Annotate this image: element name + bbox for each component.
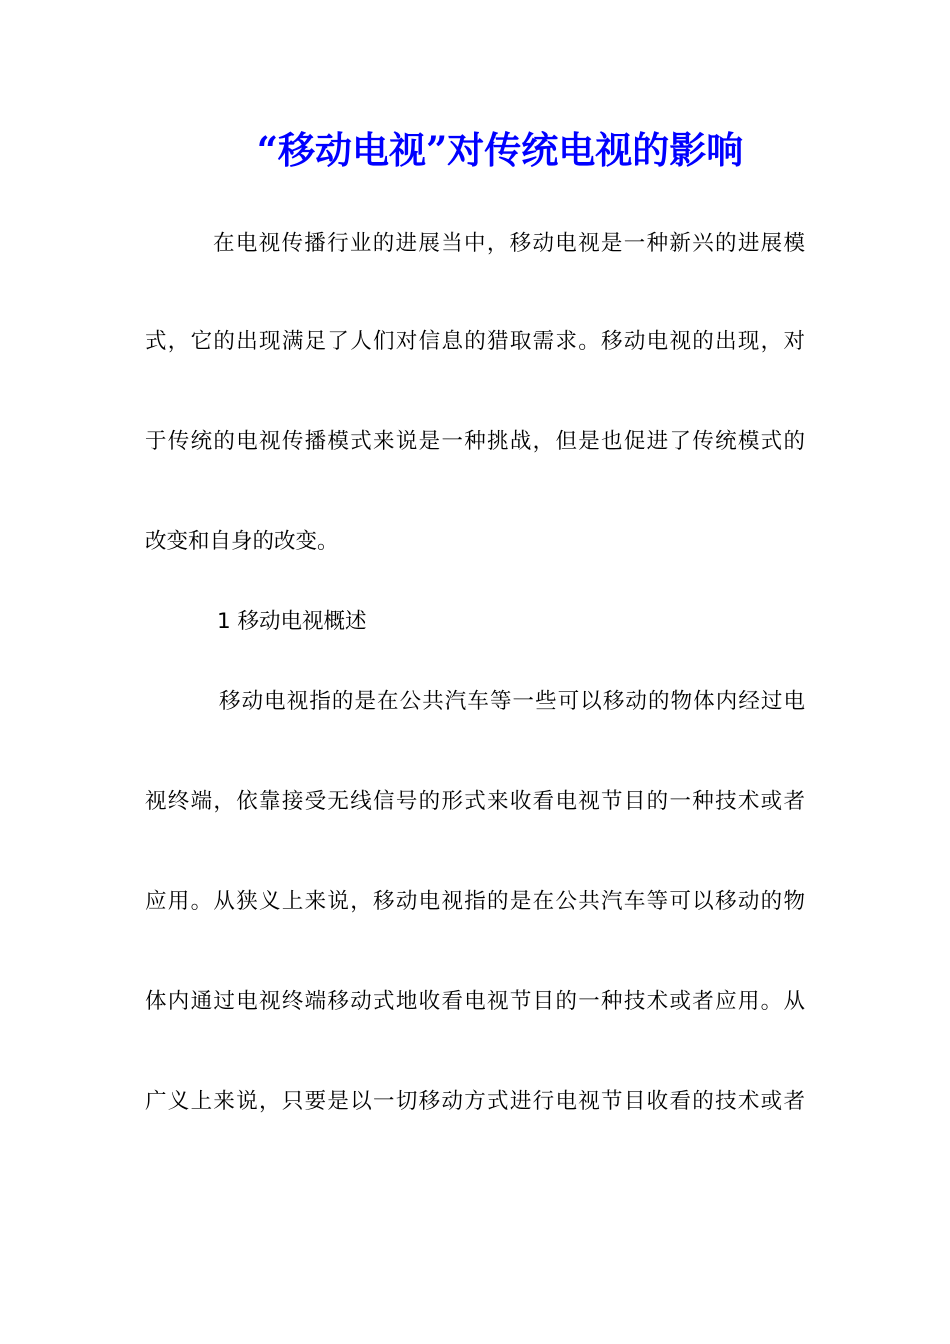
- paragraph-2-line-2: 视终端，依靠接受无线信号的形式来收看电视节目的一种技术或者: [145, 789, 805, 814]
- paragraph-2-line-5: 广义上来说，只要是以一切移动方式进行电视节目收看的技术或者: [145, 1089, 805, 1114]
- paragraph-2-line-3: 应用。从狭义上来说，移动电视指的是在公共汽车等可以移动的物: [145, 889, 805, 914]
- paragraph-1-line-3: 于传统的电视传播模式来说是一种挑战，但是也促进了传统模式的: [145, 429, 805, 454]
- paragraph-1-line-4: 改变和自身的改变。: [145, 529, 339, 554]
- section-heading: 1 移动电视概述: [217, 609, 367, 634]
- paragraph-1-line-1: 在电视传播行业的进展当中，移动电视是一种新兴的进展模: [213, 231, 805, 256]
- paragraph-2-line-1: 移动电视指的是在公共汽车等一些可以移动的物体内经过电: [219, 689, 805, 714]
- paragraph-2-line-4: 体内通过电视终端移动式地收看电视节目的一种技术或者应用。从: [145, 989, 805, 1014]
- document-title: “移动电视”对传统电视的影响: [256, 128, 744, 172]
- paragraph-1-line-2: 式，它的出现满足了人们对信息的猎取需求。移动电视的出现，对: [145, 329, 805, 354]
